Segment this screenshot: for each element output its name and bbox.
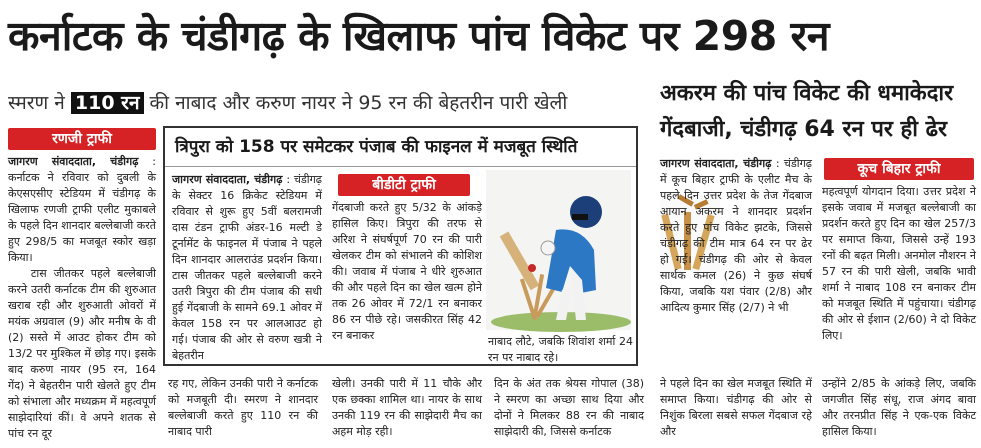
left-byline: जागरण संवाददाता, चंडीगढ़ xyxy=(8,155,139,168)
right-column-2 xyxy=(822,184,976,364)
bdt-caption: नाबाद लौटे, जबकि शिवांश शर्मा 24 रन पर नाबाद रहे। xyxy=(488,335,633,364)
left-column-article xyxy=(8,154,156,440)
right-headline-line2: गेंदबाजी, चंडीगढ़ 64 रन पर ही ढेर xyxy=(660,117,947,142)
main-headline: कर्नाटक के चंडीगढ़ के खिलाफ पांच विकेट पर 298 रन xyxy=(8,12,830,60)
bottom-column-2: खेली। उनकी पारी में 11 चौके और एक छक्का शामिल था। नायर के साथ उनकी 119 रन की साझेदारी मैच का अहम मोड़ रही। xyxy=(332,377,482,438)
cricket-batsman-photo xyxy=(486,170,631,330)
right-text-1: : चंडीगढ़ में कूच बिहार ट्राफी के एलीट मैच के पहले दिन उत्तर प्रदेश के तेज गेंदबाज आयान अकरम ने शानदार प्रदर्शन करते हुए पांच विकेट झटके, जिससे चंडीगढ़ की टीम मात्र 64 रन पर ढेर हो गई। चंडीगढ़ की ओर से केवल सार्थक कमल (26) ने कुछ संघर्ष किया, जबकि यश पंवार (2/8) और आदित्य कुमार सिंह (2/7) ने भी xyxy=(660,157,813,314)
bdt-story-title: त्रिपुरा को 158 पर समेटकर पंजाब की फाइनल में मजबूत स्थिति xyxy=(175,137,578,157)
left-para-2: टास जीतकर पहले बल्लेबाजी करने उतरी कर्नाटक टीम की शुरुआत खराब रही और शुरुआती ओवरों में मयंक अग्रवाल (9) और मनीष के वी (2) सस्ते में आउट होकर टीम को 13/2 पर मुश्किल में छोड़ गए। इसके बाद करुण नायर (95 रन, 164 गेंद) ने बेहतरीन पारी खेलते हुए टीम को संभाला और मध्यक्रम में महत्वपूर्ण साझेदारियां कीं। वे अपने शतक से पांच रन दूर xyxy=(8,267,156,440)
subhead-pre: स्मरण ने xyxy=(8,92,65,114)
left-para-1: : कर्नाटक ने रविवार को दुबली के केएसएसीए स्टेडियम में चंडीगढ़ के खिलाफ रणजी ट्राफी एलीट मुकाबले के पहले दिन शानदार बल्लेबाजी करते हुए 298/5 का मजबूत स्कोर खड़ा किया। xyxy=(8,155,156,264)
bdt-trophy-badge: बीडीटी ट्राफी xyxy=(338,174,470,196)
bdt-column-2 xyxy=(332,200,482,362)
bottom-column-3: दिन के अंत तक श्रेयस गोपाल (38) ने स्मरण का अच्छा साथ दिया और दोनों ने मिलकर 88 रन की नाबाद साझेदारी की, जिससे कर्नाटक xyxy=(494,377,644,438)
cooch-behar-trophy-badge: कूच बिहार ट्राफी xyxy=(824,158,974,180)
bdt-text-1: : चंडीगढ़ के सेक्टर 16 क्रिकेट स्टेडियम में रविवार से शुरू हुए 5वीं बलरामजी दास टंडन ट्राफी अंडर-16 मल्टी डे टूर्नामेंट के फाइनल में पंजाब ने पहले दिन शानदार आलराउंड प्रदर्शन किया। टास जीतकर पहले बल्लेबाजी करने उतरी त्रिपुरा की टीम पंजाब की सधी हुई गेंदबाजी के सामने 69.1 ओवर में केवल 158 रन पर आलआउट हो गई। पंजाब की ओर से वरुण खत्री ने बेहतरीन xyxy=(172,173,323,362)
right-byline: जागरण संवाददाता, चंडीगढ़ xyxy=(660,157,772,170)
bdt-text-2: गेंदबाजी करते हुए 5/32 के आंकड़े हासिल किए। त्रिपुरा की तरफ से अरिश ने संघर्षपूर्ण 70 रन की पारी खेलकर टीम को संभालने की कोशिश की। जवाब में पंजाब ने धीरे शुरुआत की और पहले दिन का खेल खत्म होने तक 26 ओवर में 72/1 रन बनाकर 86 रन पीछे रहे। जसकीरत सिंह 42 रन बनाकर xyxy=(332,201,482,342)
sub-headline xyxy=(8,90,638,116)
right-column-1 xyxy=(660,156,812,364)
box-divider xyxy=(165,166,636,167)
bottom-column-5: उन्होंने 2/85 के आंकड़े लिए, जबकि जगजीत सिंह संधू, राज अंगद बावा और तरनप्रीत सिंह ने एक-एक विकेट हासिल किया। xyxy=(822,377,976,438)
right-headline-line1: अकरम की पांच विकेट की धमाकेदार xyxy=(660,81,954,106)
subhead-post: की नाबाद और करुण नायर ने 95 रन की बेहतरीन पारी खेली xyxy=(149,92,568,114)
bdt-byline: जागरण संवाददाता, चंडीगढ़ xyxy=(172,173,283,186)
bottom-column-4: ने पहले दिन का खेल मजबूत स्थिति में समाप्त किया। चंडीगढ़ की ओर से निशुंक बिरला सबसे सफल गेंदबाज रहे और xyxy=(660,377,812,438)
right-text-2: महत्वपूर्ण योगदान दिया। उत्तर प्रदेश ने इसके जवाब में मजबूत बल्लेबाजी का प्रदर्शन करते हुए दिन का खेल 257/3 पर समाप्त किया, जिससे उन्हें 193 रनों की बढ़त मिली। अनमोल नौशरन ने 57 रन की पारी खेली, जबकि भावी शर्मा ने नाबाद 108 रन बनाकर टीम को मजबूत स्थिति में पहुंचाया। चंडीगढ़ की ओर से ईशान (2/60) ने दो विकेट लिए। xyxy=(822,185,976,342)
bdt-column-1 xyxy=(172,172,322,362)
bottom-column-1: रह गए, लेकिन उनकी पारी ने कर्नाटक को मजबूती दी। स्मरण ने शानदार बल्लेबाजी करते हुए 110 रन की नाबाद पारी xyxy=(168,377,318,438)
subhead-highlight: 110 रन xyxy=(71,92,144,114)
ranji-trophy-badge: रणजी ट्राफी xyxy=(8,128,156,150)
